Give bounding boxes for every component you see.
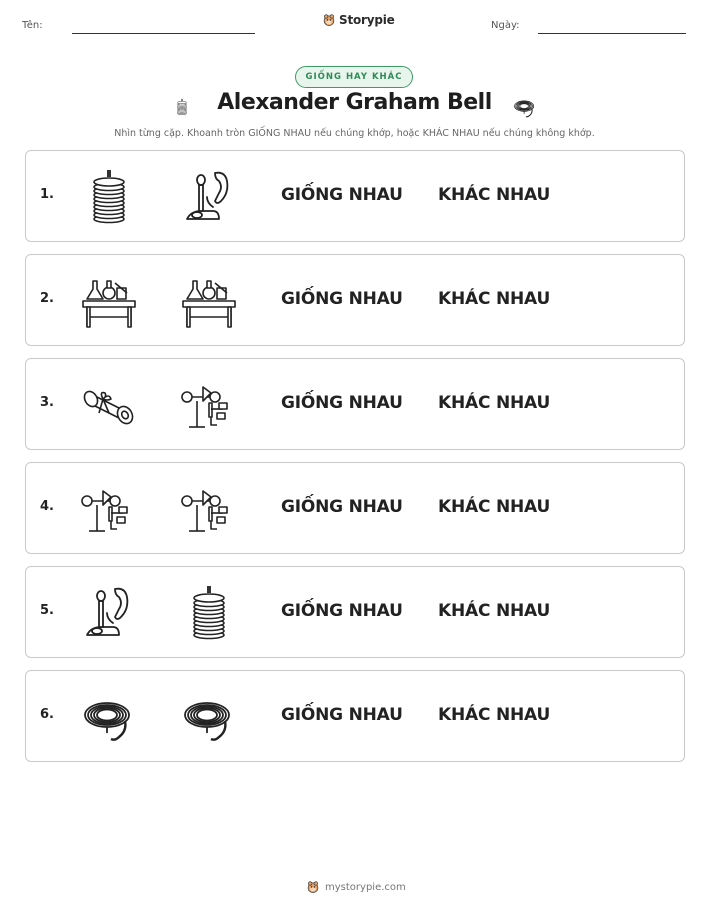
option-different[interactable]: KHÁC NHAU xyxy=(438,497,551,517)
row-number: 2. xyxy=(40,291,54,306)
row-number: 4. xyxy=(40,499,54,514)
row-number: 3. xyxy=(40,395,54,410)
lab-table-icon xyxy=(179,271,239,331)
row-number: 5. xyxy=(40,603,54,618)
brand-name: Storypie xyxy=(339,13,395,27)
mascot-icon xyxy=(322,13,336,27)
question-row-3 xyxy=(25,358,685,450)
name-label: Tên: xyxy=(22,20,43,31)
coil-icon xyxy=(179,583,239,643)
wire-coil-icon xyxy=(511,94,539,120)
wire-coil-icon xyxy=(79,687,139,747)
option-different[interactable]: KHÁC NHAU xyxy=(438,289,551,309)
row-number: 1. xyxy=(40,187,54,202)
option-different[interactable]: KHÁC NHAU xyxy=(438,601,551,621)
question-row-6 xyxy=(25,670,685,762)
option-same[interactable]: GIỐNG NHAU xyxy=(281,601,403,621)
option-same[interactable]: GIỐNG NHAU xyxy=(281,289,403,309)
mascot-icon xyxy=(306,880,320,894)
instructions: Nhìn từng cặp. Khoanh tròn GIỐNG NHAU nếu chúng khớp, hoặc KHÁC NHAU nếu chúng không khớp. xyxy=(114,128,595,139)
option-same[interactable]: GIỐNG NHAU xyxy=(281,185,403,205)
row-number: 6. xyxy=(40,707,54,722)
option-same[interactable]: GIỐNG NHAU xyxy=(281,497,403,517)
candlestick-telephone-icon xyxy=(79,583,139,643)
option-different[interactable]: KHÁC NHAU xyxy=(438,393,551,413)
option-different[interactable]: KHÁC NHAU xyxy=(438,185,551,205)
coil-icon xyxy=(79,167,139,227)
photophone-icon xyxy=(79,479,139,539)
footer-url[interactable]: mystorypie.com xyxy=(325,881,406,893)
wire-coil-icon xyxy=(179,687,239,747)
name-line[interactable] xyxy=(72,33,255,34)
question-row-1 xyxy=(25,150,685,242)
option-same[interactable]: GIỐNG NHAU xyxy=(281,393,403,413)
page-title: Alexander Graham Bell xyxy=(217,90,492,115)
diploma-scroll-icon xyxy=(79,375,139,435)
question-row-2 xyxy=(25,254,685,346)
photophone-icon xyxy=(179,375,239,435)
date-line[interactable] xyxy=(538,33,686,34)
date-label: Ngày: xyxy=(491,20,520,31)
photophone-icon xyxy=(179,479,239,539)
brand-logo xyxy=(322,13,395,27)
lab-table-icon xyxy=(79,271,139,331)
question-row-4 xyxy=(25,462,685,554)
activity-badge: GIỐNG HAY KHÁC xyxy=(295,66,413,88)
option-same[interactable]: GIỐNG NHAU xyxy=(281,705,403,725)
candlestick-telephone-icon xyxy=(179,167,239,227)
option-different[interactable]: KHÁC NHAU xyxy=(438,705,551,725)
footer xyxy=(306,880,406,894)
question-row-5 xyxy=(25,566,685,658)
